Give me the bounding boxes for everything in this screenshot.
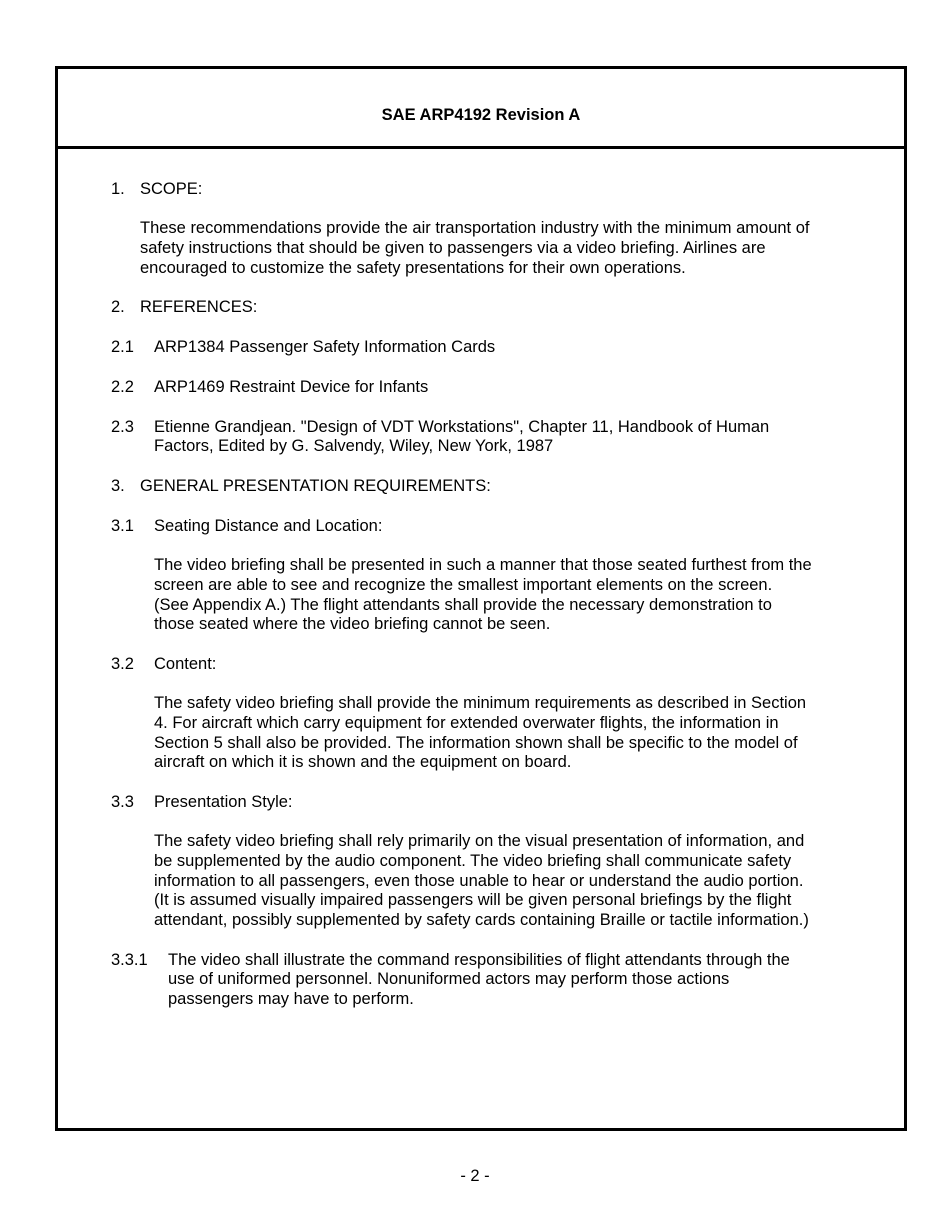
paragraph-line: 4. For aircraft which carry equipment for extended overwater flights, the information in <box>154 714 779 732</box>
paragraph-line: encouraged to customize the safety presentations for their own operations. <box>140 259 686 277</box>
reference-item-line: Etienne Grandjean. "Design of VDT Workstations", Chapter 11, Handbook of Human <box>154 418 770 436</box>
subsection-heading: Presentation Style: <box>154 793 293 811</box>
page-number: - 2 - <box>460 1167 490 1185</box>
paragraph-line: those seated where the video briefing cannot be seen. <box>154 615 551 633</box>
subsection-heading: Content: <box>154 655 217 673</box>
section-number: 3. <box>111 477 125 495</box>
document-header <box>58 69 904 149</box>
subsection-heading: Seating Distance and Location: <box>154 517 383 535</box>
section-number: 2.3 <box>111 418 134 436</box>
paragraph-line: screen are able to see and recognize the smallest important elements on the screen. <box>154 576 773 594</box>
paragraph-line: aircraft on which it is shown and the equipment on board. <box>154 753 572 771</box>
paragraph-line: (See Appendix A.) The flight attendants shall provide the necessary demonstration to <box>154 596 772 614</box>
section-number: 2.2 <box>111 378 134 396</box>
paragraph-line: Section 5 shall also be provided. The information shown shall be specific to the model of <box>154 734 798 752</box>
paragraph-line: attendant, possibly supplemented by safety cards containing Braille or tactile information.) <box>154 911 809 929</box>
document-title: SAE ARP4192 Revision A <box>381 106 581 124</box>
section-number: 3.2 <box>111 655 134 673</box>
paragraph-line: These recommendations provide the air transportation industry with the minimum amount of <box>140 219 810 237</box>
paragraph-line: The video briefing shall be presented in such a manner that those seated furthest from the <box>154 556 812 574</box>
reference-item-line: Factors, Edited by G. Salvendy, Wiley, New York, 1987 <box>154 437 554 455</box>
paragraph-line: (It is assumed visually impaired passengers will be given personal briefings by the flight <box>154 891 792 909</box>
paragraph-line: use of uniformed personnel. Nonuniformed actors may perform those actions <box>168 970 730 988</box>
paragraph-line: information to all passengers, even those unable to hear or understand the audio portion. <box>154 872 804 890</box>
paragraph-line: be supplemented by the audio component. The video briefing shall communicate safety <box>154 852 792 870</box>
section-number: 2. <box>111 298 125 316</box>
reference-item: ARP1384 Passenger Safety Information Cards <box>154 338 496 356</box>
section-number: 3.1 <box>111 517 134 535</box>
section-number: 2.1 <box>111 338 134 356</box>
section-number: 1. <box>111 180 125 198</box>
section-number: 3.3.1 <box>111 951 148 969</box>
section-heading-general-requirements: GENERAL PRESENTATION REQUIREMENTS: <box>140 477 491 495</box>
paragraph-line: The safety video briefing shall rely primarily on the visual presentation of information, and <box>154 832 805 850</box>
paragraph-line: passengers may have to perform. <box>168 990 414 1008</box>
reference-item: ARP1469 Restraint Device for Infants <box>154 378 429 396</box>
paragraph-line: safety instructions that should be given to passengers via a video briefing. Airlines are <box>140 239 766 257</box>
paragraph-line: The safety video briefing shall provide the minimum requirements as described in Section <box>154 694 807 712</box>
section-heading-scope: SCOPE: <box>140 180 203 198</box>
section-number: 3.3 <box>111 793 134 811</box>
paragraph-line: The video shall illustrate the command responsibilities of flight attendants through the <box>168 951 790 969</box>
section-heading-references: REFERENCES: <box>140 298 258 316</box>
